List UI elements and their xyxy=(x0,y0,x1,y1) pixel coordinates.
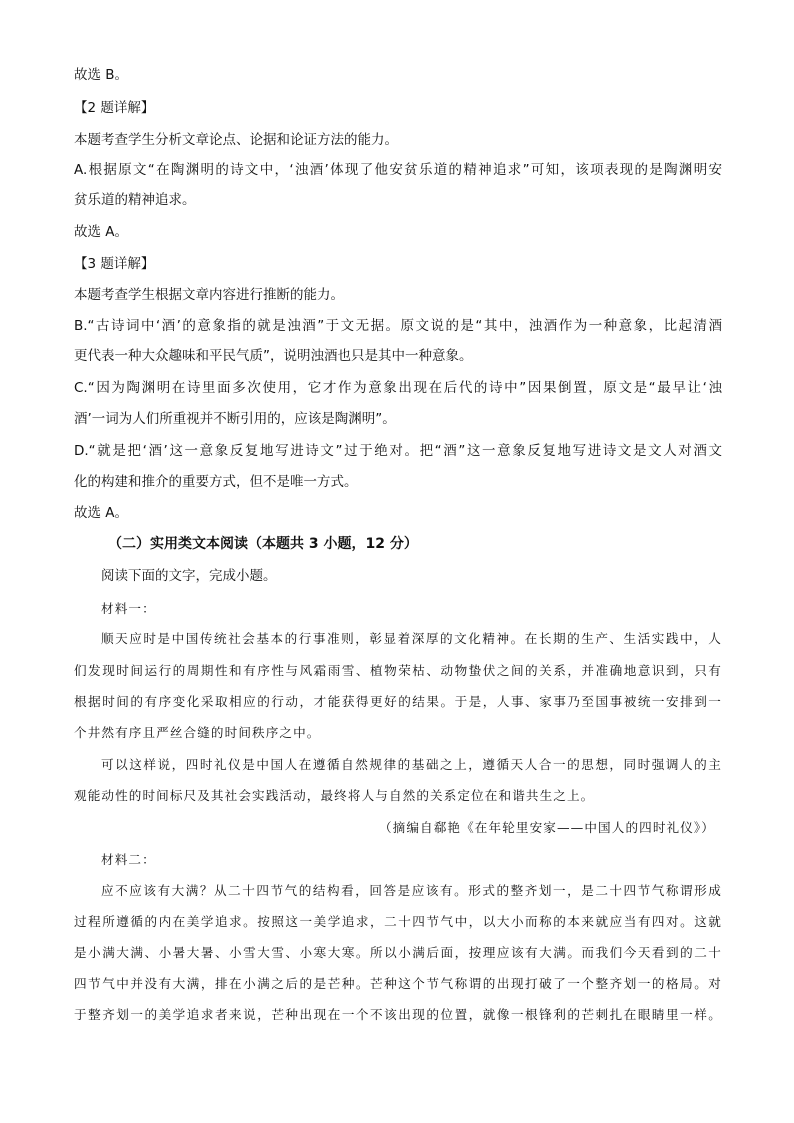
reading-instruction: 阅读下面的文字，完成小题。 xyxy=(101,568,277,584)
section-heading: （二）实用类文本阅读（本题共 3 小题，12 分） xyxy=(108,536,418,552)
answer-choice-line: 故选 A。 xyxy=(74,505,129,521)
material-one-label: 材料一： xyxy=(101,601,156,616)
q3-option-c-line1: C.“因为陶渊明在诗里面多次使用，它才作为意象出现在后代的诗中”因果倒置，原文是“最早让‘浊 xyxy=(74,380,722,396)
q3-option-b-line1: B.“古诗词中‘酒’的意象指的就是浊酒”于文无据。原文说的是“其中，浊酒作为一种意象，比起清酒 xyxy=(74,318,722,334)
material-two-line1: 应不应该有大满？从二十四节气的结构看，回答是应该有。形式的整齐划一，是二十四节气称谓形成 xyxy=(101,883,722,898)
answer-choice-line: 故选 A。 xyxy=(74,224,129,240)
q3-option-d-line2: 化的构建和推介的重要方式，但不是唯一方式。 xyxy=(74,474,358,490)
material-one-p2-line2: 观能动性的时间标尺及其社会实践活动，最终将人与自然的关系定位在和谐共生之上。 xyxy=(74,788,595,803)
material-two-line5: 于整齐划一的美学追求者来说，芒种出现在一个不该出现的位置，就像一根锋利的芒刺扎在眼睛里一样。 xyxy=(74,1007,722,1022)
material-one-p1-line4: 个井然有序且严丝合缝的时间秩序之中。 xyxy=(74,725,321,740)
material-one-p2-line1: 可以这样说，四时礼仪是中国人在遵循自然规律的基础之上，遵循天人合一的思想，同时强调人的主 xyxy=(101,757,722,772)
q2-analysis-intro: 本题考查学生分析文章论点、论据和论证方法的能力。 xyxy=(74,132,398,148)
material-two-line2: 过程所遵循的内在美学追求。按照这一美学追求，二十四节气中，以大小而称的本来就应当有四对。这就 xyxy=(74,914,722,929)
q2-option-a-line1: A.根据原文“在陶渊明的诗文中，‘浊酒’体现了他安贫乐道的精神追求”可知，该项表现的是陶渊明安 xyxy=(74,162,722,178)
q3-detail-heading: 【3 题详解】 xyxy=(74,256,155,272)
q2-detail-heading: 【2 题详解】 xyxy=(74,100,155,116)
material-two-label: 材料二： xyxy=(101,852,156,867)
q3-option-d-line1: D.“就是把‘酒’这一意象反复地写进诗文”过于绝对。把“酒”这一意象反复地写进诗文是文人对酒文 xyxy=(74,443,722,459)
material-two-line3: 是小满大满、小暑大暑、小雪大雪、小寒大寒。所以小满后面，按理应该有大满。而我们今天看到的二十 xyxy=(74,945,722,960)
material-two-line4: 四节气中并没有大满，排在小满之后的是芒种。芒种这个节气称谓的出现打破了一个整齐划一的格局。对 xyxy=(74,976,722,991)
q2-option-a-line2: 贫乐道的精神追求。 xyxy=(74,192,196,208)
q3-option-b-line2: 更代表一种大众趣味和平民气质”，说明浊酒也只是其中一种意象。 xyxy=(74,348,473,364)
q3-option-c-line2: 酒’一词为人们所重视并不断引用的，应该是陶渊明”。 xyxy=(74,411,396,427)
material-one-p1-line3: 根据时间的有序变化采取相应的行动，才能获得更好的结果。于是，人事、家事乃至国事被统一安排到一 xyxy=(74,694,722,709)
answer-choice-line: 故选 B。 xyxy=(74,67,129,83)
q3-analysis-intro: 本题考查学生根据文章内容进行推断的能力。 xyxy=(74,287,344,303)
material-one-source: （摘编自郗艳《在年轮里安家——中国人的四时礼仪》） xyxy=(378,820,715,835)
material-one-p1-line1: 顺天应时是中国传统社会基本的行事准则，彰显着深厚的文化精神。在长期的生产、生活实践中，人 xyxy=(101,631,722,646)
material-one-p1-line2: 们发现时间运行的周期性和有序性与风霜雨雪、植物荣枯、动物蛰伏之间的关系，并准确地意识到，只有 xyxy=(74,663,722,678)
